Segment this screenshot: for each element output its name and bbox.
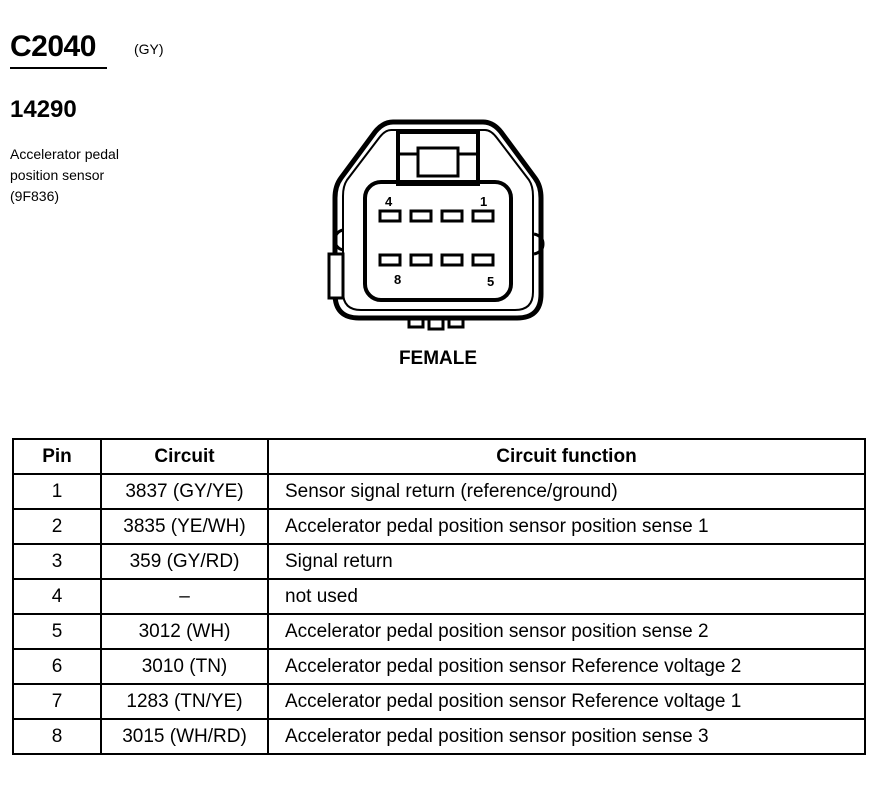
circuit-cell: 3010 (TN) <box>101 649 268 684</box>
pin-label-5: 5 <box>487 274 495 289</box>
pin-cell: 6 <box>13 649 101 684</box>
circuit-cell: 3012 (WH) <box>101 614 268 649</box>
function-cell: Accelerator pedal position sensor Reference voltage 2 <box>268 649 865 684</box>
description-line: Accelerator pedal <box>10 146 119 162</box>
terminal-pin <box>442 211 462 221</box>
function-cell: Accelerator pedal position sensor Reference voltage 1 <box>268 684 865 719</box>
pin-cell: 5 <box>13 614 101 649</box>
table-row <box>13 579 865 614</box>
terminal-pin <box>473 211 493 221</box>
pin-cell: 1 <box>13 474 101 509</box>
function-cell: Accelerator pedal position sensor position sense 1 <box>268 509 865 544</box>
pin-cell: 8 <box>13 719 101 754</box>
table-row <box>13 649 865 684</box>
bottom-detent <box>429 319 443 329</box>
part-number: 14290 <box>10 96 77 123</box>
pin-label-4: 4 <box>385 194 393 209</box>
header-circuit: Circuit <box>101 439 268 474</box>
circuit-cell: 3015 (WH/RD) <box>101 719 268 754</box>
table-row <box>13 544 865 579</box>
circuit-cell: 359 (GY/RD) <box>101 544 268 579</box>
table-row <box>13 509 865 544</box>
terminal-pin <box>380 255 400 265</box>
terminal-pin <box>473 255 493 265</box>
bottom-detent <box>409 317 423 327</box>
side-latch <box>329 254 343 298</box>
terminal-pin <box>442 255 462 265</box>
connector-inner-shell <box>343 130 533 310</box>
terminal-pin <box>411 211 431 221</box>
function-cell: not used <box>268 579 865 614</box>
pin-label-8: 8 <box>394 272 402 287</box>
pin-cell: 4 <box>13 579 101 614</box>
table-row <box>13 719 865 754</box>
table-header-row <box>13 439 865 474</box>
circuit-cell: – <box>101 579 268 614</box>
terminal-pin <box>411 255 431 265</box>
connector-id: C2040 <box>10 30 96 63</box>
connector-gender-label: FEMALE <box>398 348 478 369</box>
circuit-cell: 3835 (YE/WH) <box>101 509 268 544</box>
pin-cell: 7 <box>13 684 101 719</box>
pin-label-1: 1 <box>480 194 488 209</box>
function-cell: Accelerator pedal position sensor position sense 3 <box>268 719 865 754</box>
locking-tab-inner <box>418 148 458 176</box>
circuit-cell: 1283 (TN/YE) <box>101 684 268 719</box>
connector-id-underline <box>10 67 107 69</box>
connector-color: (GY) <box>134 41 164 57</box>
pin-cell: 2 <box>13 509 101 544</box>
circuit-cell: 3837 (GY/YE) <box>101 474 268 509</box>
function-cell: Sensor signal return (reference/ground) <box>268 474 865 509</box>
terminal-pin <box>380 211 400 221</box>
header-circuit-function: Circuit function <box>268 439 865 474</box>
function-cell: Accelerator pedal position sensor position sense 2 <box>268 614 865 649</box>
side-key-left <box>335 230 343 250</box>
table-row <box>13 474 865 509</box>
table-row <box>13 684 865 719</box>
connector-face-diagram <box>325 118 551 336</box>
bottom-detent <box>449 317 463 327</box>
description-line: (9F836) <box>10 188 60 204</box>
pin-row-top <box>380 211 493 221</box>
function-cell: Signal return <box>268 544 865 579</box>
pin-cell: 3 <box>13 544 101 579</box>
pin-row-bottom <box>380 255 493 265</box>
header-pin: Pin <box>13 439 101 474</box>
pinout-table <box>12 438 866 755</box>
description-line: position sensor <box>10 167 105 183</box>
component-description <box>10 144 119 207</box>
table-row <box>13 614 865 649</box>
